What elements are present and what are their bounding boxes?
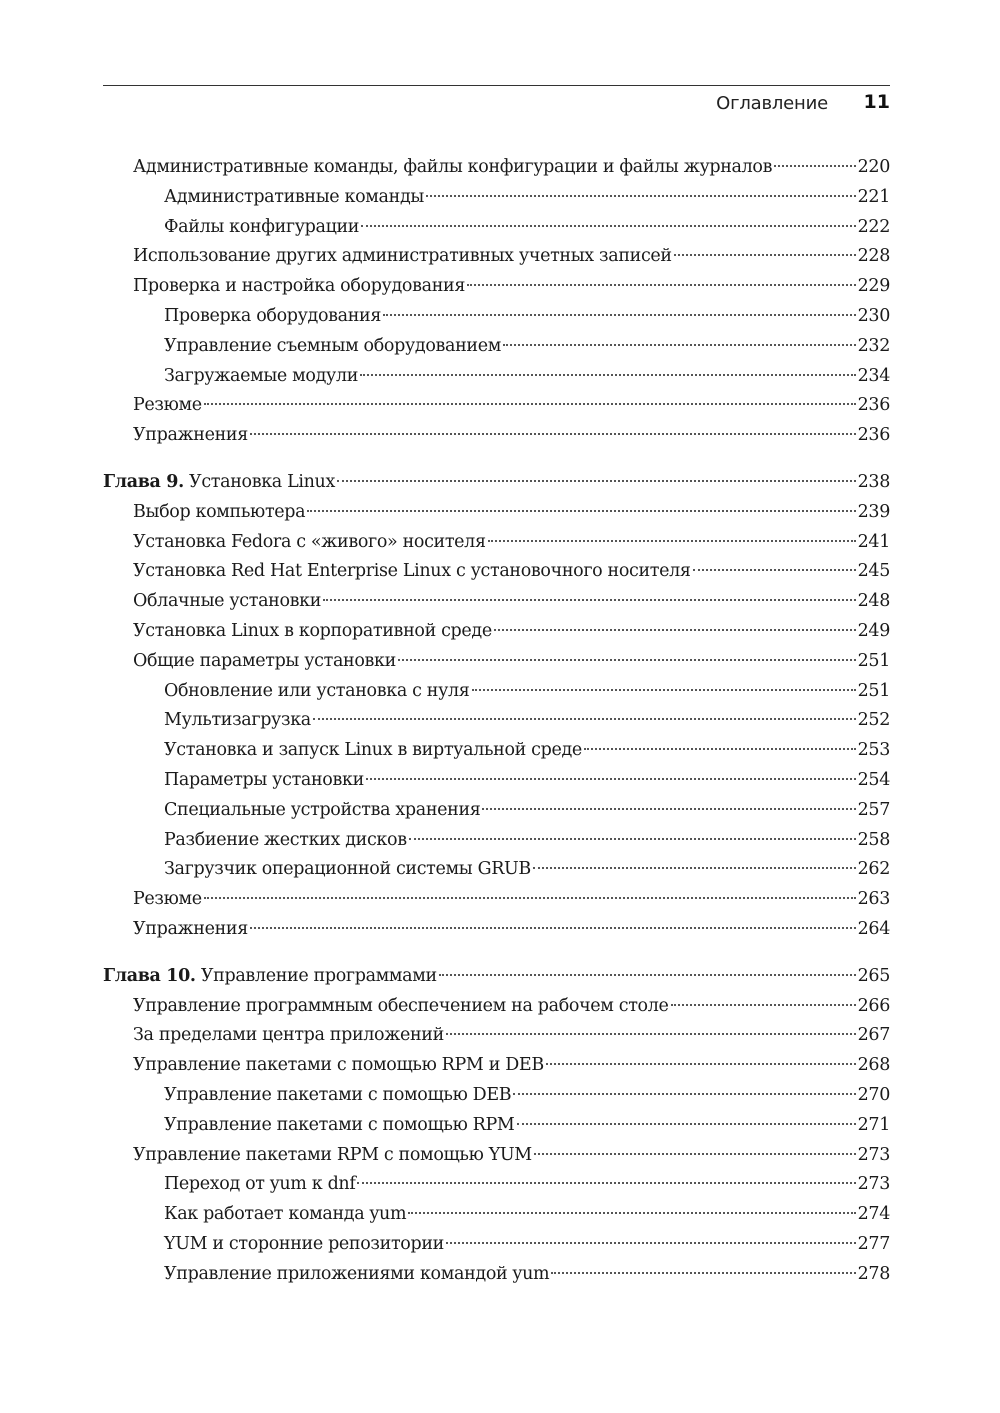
toc-entry-label: Переход от yum к dnf xyxy=(164,1174,356,1195)
toc-entry-label: Управление пакетами с помощью DEB xyxy=(164,1084,512,1105)
dot-leader xyxy=(533,867,856,869)
toc-page-number: 245 xyxy=(857,561,890,582)
toc-entry-label: Общие параметры установки xyxy=(133,650,396,671)
toc-subsection-entry xyxy=(103,1200,890,1230)
toc-page-number: 228 xyxy=(857,246,890,267)
toc-page-number: 236 xyxy=(857,425,890,446)
toc-entry-label: Управление пакетами с помощью RPM и DEB xyxy=(133,1055,544,1076)
toc-entry-label: Мультизагрузка xyxy=(164,710,311,731)
toc-section-entry xyxy=(103,992,890,1022)
toc-subsection-entry xyxy=(103,183,890,213)
dot-leader xyxy=(313,718,856,720)
dot-leader xyxy=(398,659,856,661)
dot-leader xyxy=(366,778,856,780)
page-number: 11 xyxy=(863,91,890,113)
toc-page-number: 239 xyxy=(857,501,890,522)
dot-leader xyxy=(503,344,856,346)
toc-subsection-entry xyxy=(103,736,890,766)
dot-leader xyxy=(439,974,856,976)
dot-leader xyxy=(467,284,856,286)
toc-page-number: 251 xyxy=(857,650,890,671)
table-of-contents xyxy=(103,153,890,1289)
toc-page-number: 263 xyxy=(857,889,890,910)
dot-leader xyxy=(488,540,856,542)
toc-entry-label: Установка Linux в корпоративной среде xyxy=(133,620,492,641)
toc-entry-label: Резюме xyxy=(133,395,202,416)
toc-page-number: 248 xyxy=(857,591,890,612)
toc-page-number: 273 xyxy=(857,1174,890,1195)
toc-entry-label: Резюме xyxy=(133,889,202,910)
toc-page-number: 222 xyxy=(857,216,890,237)
toc-entry-label: Упражнения xyxy=(133,918,248,939)
dot-leader xyxy=(337,480,856,482)
toc-section-entry xyxy=(103,153,890,183)
toc-subsection-entry xyxy=(103,1170,890,1200)
toc-page-number: 278 xyxy=(857,1263,890,1284)
toc-entry-label: Управление приложениями командой yum xyxy=(164,1263,550,1284)
toc-section-entry xyxy=(103,647,890,677)
toc-entry-label: Управление съемным оборудованием xyxy=(164,335,501,356)
toc-entry-label: Установка Fedora с «живого» носителя xyxy=(133,531,486,552)
dot-leader xyxy=(383,314,856,316)
dot-leader xyxy=(250,927,856,929)
toc-page-number: 271 xyxy=(857,1114,890,1135)
toc-subsection-entry xyxy=(103,332,890,362)
toc-page-number: 264 xyxy=(857,918,890,939)
toc-section-entry xyxy=(103,528,890,558)
toc-chapter-entry xyxy=(103,468,890,498)
dot-leader xyxy=(551,1272,855,1274)
toc-section-entry xyxy=(103,272,890,302)
toc-entry-label: YUM и сторонние репозитории xyxy=(164,1233,444,1254)
toc-subsection-entry xyxy=(103,1230,890,1260)
dot-leader xyxy=(513,1093,855,1095)
toc-page-number: 268 xyxy=(857,1055,890,1076)
page-header xyxy=(103,0,890,120)
toc-chapter-entry xyxy=(103,962,890,992)
toc-section-entry xyxy=(103,557,890,587)
toc-section-entry xyxy=(103,1141,890,1171)
toc-section-entry xyxy=(103,242,890,272)
dot-leader xyxy=(446,1242,856,1244)
toc-entry-label: Установка и запуск Linux в виртуальной среде xyxy=(164,740,582,761)
toc-page-number: 241 xyxy=(857,531,890,552)
toc-entry-label: Загружаемые модули xyxy=(164,365,359,386)
toc-page-number: 258 xyxy=(857,829,890,850)
dot-leader xyxy=(409,838,856,840)
toc-section-entry xyxy=(103,617,890,647)
dot-leader xyxy=(204,403,856,405)
dot-leader xyxy=(534,1153,856,1155)
toc-subsection-entry xyxy=(103,362,890,392)
toc-page-number: 265 xyxy=(857,965,890,986)
toc-page-number: 234 xyxy=(857,365,890,386)
toc-page-number: 252 xyxy=(857,710,890,731)
dot-leader xyxy=(494,629,856,631)
toc-section-entry xyxy=(103,885,890,915)
chapter-number: Глава 10. xyxy=(103,965,196,986)
toc-section-entry xyxy=(103,1051,890,1081)
toc-page-number: 221 xyxy=(857,186,890,207)
toc-page-number: 232 xyxy=(857,335,890,356)
dot-leader xyxy=(546,1063,856,1065)
toc-entry-label: Административные команды, файлы конфигурации и файлы журналов xyxy=(133,157,773,177)
chapter-number: Глава 9. xyxy=(103,471,184,492)
running-title: Оглавление xyxy=(716,93,828,114)
dot-leader xyxy=(774,165,856,167)
toc-page-number: 262 xyxy=(857,859,890,880)
toc-page-number: 230 xyxy=(857,305,890,326)
dot-leader xyxy=(446,1033,856,1035)
toc-entry-label: За пределами центра приложений xyxy=(133,1025,444,1046)
toc-entry-label: Выбор компьютера xyxy=(133,501,306,522)
toc-subsection-entry xyxy=(103,826,890,856)
toc-page-number: 267 xyxy=(857,1025,890,1046)
toc-section-entry xyxy=(103,391,890,421)
header-rule xyxy=(103,85,890,86)
dot-leader xyxy=(361,225,856,227)
toc-page-number: 236 xyxy=(857,395,890,416)
toc-subsection-entry xyxy=(103,766,890,796)
toc-entry-label: Установка Red Hat Enterprise Linux с установочного носителя xyxy=(133,561,691,582)
toc-entry-label: Использование других административных учетных записей xyxy=(133,246,672,267)
toc-page-number: 238 xyxy=(857,471,890,492)
dot-leader xyxy=(517,1123,856,1125)
dot-leader xyxy=(408,1212,855,1214)
toc-subsection-entry xyxy=(103,677,890,707)
toc-entry-label xyxy=(103,962,437,992)
toc-entry-label: Проверка оборудования xyxy=(164,305,382,326)
toc-entry-label: Параметры установки xyxy=(164,769,364,790)
toc-page-number: 254 xyxy=(857,769,890,790)
dot-leader xyxy=(674,254,856,256)
dot-leader xyxy=(693,569,856,571)
toc-section-entry xyxy=(103,421,890,451)
toc-entry-label: Упражнения xyxy=(133,425,248,446)
toc-page-number: 270 xyxy=(857,1084,890,1105)
dot-leader xyxy=(426,195,856,197)
toc-page-number: 220 xyxy=(857,157,890,177)
chapter-title: Управление программами xyxy=(200,965,437,986)
toc-section-entry xyxy=(103,587,890,617)
toc-section-entry xyxy=(103,498,890,528)
toc-page-number: 251 xyxy=(857,680,890,701)
dot-leader xyxy=(357,1182,855,1184)
toc-entry-label: Файлы конфигурации xyxy=(164,216,360,237)
toc-entry-label: Административные команды xyxy=(164,186,424,207)
dot-leader xyxy=(584,748,856,750)
toc-entry-label: Специальные устройства хранения xyxy=(164,799,481,820)
toc-subsection-entry xyxy=(103,706,890,736)
toc-page-number: 229 xyxy=(857,276,890,297)
chapter-title: Установка Linux xyxy=(189,471,335,492)
toc-entry-label: Облачные установки xyxy=(133,591,322,612)
toc-entry-label: Проверка и настройка оборудования xyxy=(133,276,466,297)
toc-page-number: 277 xyxy=(857,1233,890,1254)
dot-leader xyxy=(360,374,856,376)
dot-leader xyxy=(204,897,856,899)
toc-page-number: 257 xyxy=(857,799,890,820)
toc-page-number: 274 xyxy=(857,1204,890,1225)
toc-entry-label: Управление программным обеспечением на рабочем столе xyxy=(133,995,669,1016)
toc-entry-label: Обновление или установка с нуля xyxy=(164,680,470,701)
toc-section-entry xyxy=(103,915,890,945)
toc-entry-label xyxy=(103,468,335,498)
toc-subsection-entry xyxy=(103,855,890,885)
toc-page-number: 249 xyxy=(857,620,890,641)
toc-entry-label: Управление пакетами RPM с помощью YUM xyxy=(133,1144,532,1165)
dot-leader xyxy=(482,808,855,810)
toc-page-number: 253 xyxy=(857,740,890,761)
dot-leader xyxy=(250,433,856,435)
toc-page-number: 273 xyxy=(857,1144,890,1165)
toc-entry-label: Разбиение жестких дисков xyxy=(164,829,407,850)
toc-page-number: 266 xyxy=(857,995,890,1016)
toc-section-entry xyxy=(103,1021,890,1051)
toc-subsection-entry xyxy=(103,796,890,826)
toc-subsection-entry xyxy=(103,1260,890,1290)
dot-leader xyxy=(472,689,856,691)
toc-subsection-entry xyxy=(103,213,890,243)
toc-subsection-entry xyxy=(103,1111,890,1141)
toc-entry-label: Как работает команда yum xyxy=(164,1204,407,1225)
dot-leader xyxy=(307,510,855,512)
toc-subsection-entry xyxy=(103,1081,890,1111)
toc-entry-label: Управление пакетами с помощью RPM xyxy=(164,1114,515,1135)
toc-subsection-entry xyxy=(103,302,890,332)
toc-entry-label: Загрузчик операционной системы GRUB xyxy=(164,859,531,880)
dot-leader xyxy=(323,599,856,601)
dot-leader xyxy=(671,1004,856,1006)
